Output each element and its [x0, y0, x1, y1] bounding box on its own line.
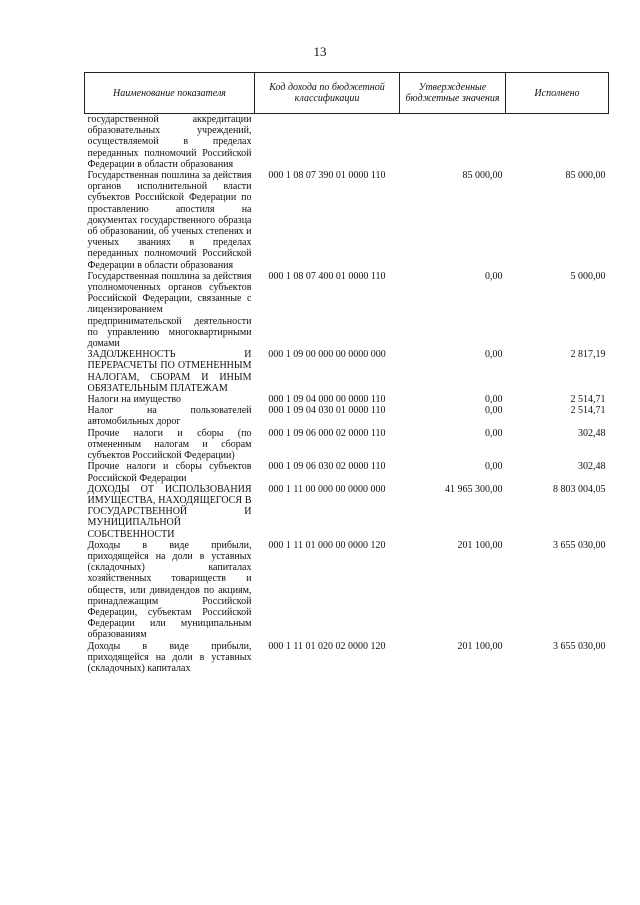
row-code: 000 1 08 07 390 01 0000 110: [268, 170, 386, 182]
row-name: ДОХОДЫ ОТ ИСПОЛЬЗОВАНИЯ ИМУЩЕСТВА, НАХОДЯЩЕГОСЯ В ГОСУДАРСТВЕННОЙ И МУНИЦИПАЛЬНОЙ СОБСТВЕННОСТИ: [87, 483, 252, 540]
table-row: [85, 394, 609, 405]
table-row: [85, 540, 609, 641]
row-code: 000 1 09 06 030 02 0000 110: [268, 461, 386, 473]
row-code: 000 1 09 04 000 00 0000 110: [268, 394, 386, 406]
table-row: [85, 641, 609, 675]
row-code: 000 1 11 00 000 00 0000 000: [268, 483, 386, 495]
row-code: 000 1 11 01 000 00 0000 120: [268, 539, 386, 551]
table-row: [85, 484, 609, 540]
row-name: Прочие налоги и сборы (по отмененным налогам и сборам субъектов Российской Федерации): [87, 427, 252, 462]
row-executed: 3 655 030,00: [553, 539, 606, 551]
table-row: [85, 114, 609, 171]
row-executed: 5 000,00: [570, 270, 606, 282]
row-name: Государственная пошлина за действия уполномоченных органов субъектов Российской Федерации, связанные с лицензированием предпринимательской деятельности по управлению многоквартирными домами: [87, 270, 252, 350]
row-code: 000 1 11 01 020 02 0000 120: [268, 640, 386, 652]
page-number: 13: [313, 44, 327, 59]
header-approved-values: Утвержденные бюджетные значения: [400, 73, 506, 114]
row-executed: 302,48: [578, 427, 606, 439]
row-executed: 302,48: [578, 461, 606, 473]
row-code: 000 1 08 07 400 01 0000 110: [268, 270, 386, 282]
row-approved: 0,00: [485, 270, 503, 282]
row-code: 000 1 09 00 000 00 0000 000: [268, 349, 386, 361]
row-name: Государственная пошлина за действия органов исполнительной власти субъектов Российской Федерации по проставлению апостиля на документах государственного образца об образовании, об ученых степенях и ученых званиях в пределах переданных полномочий Российской Федерации в области образования: [87, 170, 252, 271]
row-approved: 0,00: [485, 394, 503, 406]
row-approved: 201 100,00: [457, 539, 503, 551]
revenue-table: [84, 72, 609, 674]
header-revenue-code: Код дохода по бюджетной классификации: [255, 73, 400, 114]
row-name: Налоги на имущество: [87, 394, 182, 406]
row-name: Доходы в виде прибыли, приходящейся на доли в уставных (складочных) капиталах хозяйственных товариществ и обществ, или дивидендов по акциям, принадлежащим Российской Федерации, субъектам Российской Федерации или муниципальным образованиям: [87, 539, 252, 641]
header-executed: Исполнено: [506, 73, 609, 114]
table-row: [85, 170, 609, 271]
row-approved: [400, 114, 506, 171]
row-name: государственной аккредитации образовательных учреждений, осуществляемой в пределах переданных полномочий Российской Федерации в области образования: [87, 114, 252, 170]
row-code: [255, 114, 400, 171]
row-name: Доходы в виде прибыли, приходящейся на доли в уставных (складочных) капиталах: [87, 640, 252, 674]
row-executed: 2 514,71: [570, 394, 606, 406]
row-executed: 2 514,71: [570, 405, 606, 417]
table-row: [85, 461, 609, 483]
row-approved: 41 965 300,00: [445, 483, 503, 495]
header-indicator-name: Наименование показателя: [85, 73, 255, 114]
table-row: [85, 349, 609, 394]
row-code: 000 1 09 04 030 01 0000 110: [268, 405, 386, 417]
row-approved: 0,00: [485, 427, 503, 439]
row-approved: 0,00: [485, 349, 503, 361]
row-executed: 2 817,19: [570, 349, 606, 361]
row-name: ЗАДОЛЖЕННОСТЬ И ПЕРЕРАСЧЕТЫ ПО ОТМЕНЕННЫМ НАЛОГАМ, СБОРАМ И ИНЫМ ОБЯЗАТЕЛЬНЫМ ПЛАТЕЖАМ: [87, 349, 252, 394]
row-approved: 201 100,00: [457, 640, 503, 652]
row-approved: 0,00: [485, 461, 503, 473]
table-row: [85, 405, 609, 427]
row-code: 000 1 09 06 000 02 0000 110: [268, 427, 386, 439]
row-approved: 85 000,00: [462, 170, 503, 182]
row-executed: 8 803 004,05: [553, 483, 606, 495]
table-row: [85, 271, 609, 349]
row-executed: [506, 114, 609, 171]
table-header: [85, 73, 609, 114]
row-executed: 3 655 030,00: [553, 640, 606, 652]
row-name: Налог на пользователей автомобильных дорог: [87, 405, 252, 428]
row-name: Прочие налоги и сборы субъектов Российской Федерации: [87, 461, 252, 484]
row-approved: 0,00: [485, 405, 503, 417]
row-executed: 85 000,00: [565, 170, 606, 182]
table-row: [85, 428, 609, 462]
